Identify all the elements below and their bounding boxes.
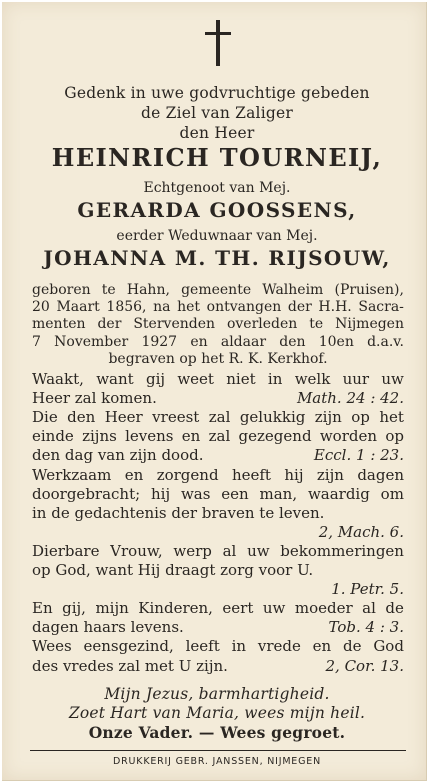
word: d.a.v. (367, 333, 404, 350)
word: worden (319, 427, 378, 446)
printer-credit: DRUKKERIJ GEBR. JANSSEN, NIJMEGEN (113, 756, 321, 767)
verse-line (32, 427, 404, 445)
word: En (32, 599, 53, 618)
word: den (67, 408, 96, 427)
word: de (343, 637, 362, 656)
verse-text: op God, want Hij draagt zorg voor U. (32, 561, 314, 579)
word: om (380, 484, 404, 503)
biography-line (32, 282, 404, 299)
verse-text: in de gedachtenis der braven te leven. (32, 503, 325, 522)
word: Die (32, 408, 58, 427)
word: hij (151, 484, 171, 503)
word: in (267, 370, 283, 388)
word: vreest (152, 408, 200, 427)
invocation-2: Zoet Hart van Maria, wees mijn heil. (68, 704, 366, 722)
word: Hahn, (126, 282, 170, 298)
word: in (231, 637, 247, 656)
word: ontvangen (206, 299, 282, 316)
dash: — (198, 723, 215, 742)
word: uw (381, 370, 404, 388)
word: heeft (231, 465, 271, 484)
header-line-3: den Heer (179, 124, 255, 142)
word: welk (294, 370, 331, 388)
word: Kinderen, (138, 599, 213, 618)
header-line-1: Gedenk in uwe godvruchtige gebeden (64, 84, 370, 102)
word: Stervenden (133, 316, 216, 333)
biography-line (32, 316, 404, 333)
word: 7 (32, 333, 41, 350)
word: te (309, 316, 324, 333)
word: Werkzaam (32, 465, 112, 484)
word: der (97, 316, 122, 333)
word: November (54, 333, 129, 350)
verse-line (32, 580, 404, 598)
word: God (373, 637, 404, 656)
verse-line (32, 599, 404, 617)
word: Sacra- (358, 299, 404, 316)
word: zorgend (156, 465, 219, 484)
word: het (379, 408, 404, 427)
word: einde (32, 427, 74, 446)
verse-reference: 2, Cor. 13. (325, 656, 404, 675)
biography-line: begraven op het R. K. Kerkhof. (108, 350, 328, 367)
prayers (2, 723, 430, 742)
word: 1856, (106, 299, 147, 316)
word: en (312, 637, 332, 656)
word: Vrouw, (110, 541, 163, 560)
biography (32, 282, 404, 368)
word: zijn (316, 465, 344, 484)
word: H.H. (318, 299, 352, 316)
verse-line (32, 542, 404, 560)
verse-text: den dag van zijn dood. (32, 446, 204, 465)
verse-reference: Eccl. 1 : 23. (313, 446, 404, 465)
word: gij, (62, 599, 86, 618)
verse-text: Heer zal komen. (32, 389, 157, 408)
word: zal (208, 408, 231, 427)
word: op (351, 408, 370, 427)
verse-line (32, 504, 404, 522)
word: gezegend (238, 427, 312, 446)
word: Waakt, (32, 370, 84, 388)
word: gij (145, 370, 166, 388)
verse-line (32, 618, 404, 636)
word: uw (262, 599, 286, 618)
word: hij (284, 465, 304, 484)
verse-reference: Math. 24 : 42. (296, 389, 404, 408)
word: moeder (294, 599, 353, 618)
word: overleden (226, 316, 298, 333)
verse-text: dagen haars levens. (32, 618, 184, 637)
word: doorgebracht; (32, 484, 141, 503)
word: de (385, 599, 404, 618)
biography-line (32, 334, 404, 351)
spouse-name: GERARDA GOOSSENS, (77, 198, 357, 222)
divider (30, 750, 406, 751)
word: al (362, 599, 376, 618)
word: dagen (357, 465, 404, 484)
verse-line (32, 523, 404, 541)
word: eensgezind, (83, 637, 174, 656)
word: niet (226, 370, 256, 388)
word: menten (32, 316, 86, 333)
word: den (279, 333, 306, 350)
word: was (180, 484, 211, 503)
word: leeft (185, 637, 220, 656)
verse-line (32, 446, 404, 464)
verse-text: des vredes zal met U zijn. (32, 656, 228, 675)
word: man, (259, 484, 298, 503)
word: op (385, 427, 404, 446)
word: mijn (95, 599, 129, 618)
word: Nijmegen (335, 316, 404, 333)
word: en (181, 427, 201, 446)
word: en (190, 333, 208, 350)
word: 1927 (141, 333, 178, 350)
word: (Pruisen), (334, 282, 404, 298)
verse-line (32, 370, 404, 388)
word: bekommeringen (280, 541, 404, 560)
deceased-name: HEINRICH TOURNEIJ, (51, 143, 383, 172)
spouse-intro: Echtgenoot van Mej. (143, 180, 291, 196)
word: weet (177, 370, 214, 388)
cross-icon (203, 20, 233, 66)
word: Walheim (262, 282, 324, 298)
verse-line (32, 466, 404, 484)
memorial-card (2, 2, 427, 781)
word: zal (208, 427, 231, 446)
word: Maart (56, 299, 100, 316)
word: der (287, 299, 312, 316)
word: Heer (104, 408, 143, 427)
word: te (101, 282, 116, 298)
verse-line (32, 657, 404, 675)
word: uur (342, 370, 370, 388)
verse-line (32, 389, 404, 407)
word: na (153, 299, 171, 316)
word: aldaar (220, 333, 267, 350)
word: werp (173, 541, 212, 560)
word: Wees (32, 637, 72, 656)
verse-reference: 2, Mach. 6. (318, 522, 404, 541)
header-line-2: de Ziel van Zaliger (141, 104, 293, 122)
biography-line (32, 299, 404, 316)
prayer-our-father: Onze Vader. (88, 723, 194, 742)
verse-reference: 1. Petr. 5. (331, 580, 404, 599)
word: 10en (318, 333, 354, 350)
word: 20 (32, 299, 50, 316)
invocation-1: Mijn Jezus, barmhartigheid. (104, 685, 330, 703)
verse-line (32, 408, 404, 426)
word: gelukkig (239, 408, 306, 427)
first-wife-name: JOHANNA M. TH. RIJSOUW, (43, 246, 391, 270)
widower-intro: eerder Weduwnaar van Mej. (116, 228, 318, 244)
verse-line (32, 485, 404, 503)
word: gemeente (181, 282, 252, 298)
prayer-hail-mary: Wees gegroet. (220, 723, 346, 742)
word: het (177, 299, 201, 316)
word: waardig (307, 484, 370, 503)
word: Dierbare (32, 541, 100, 560)
verse-reference: Tob. 4 : 3. (328, 618, 404, 637)
word: levens (125, 427, 174, 446)
word: zijns (82, 427, 117, 446)
word: geboren (32, 282, 91, 298)
word: een (221, 484, 249, 503)
word: en (124, 465, 144, 484)
word: want (96, 370, 134, 388)
word: al (222, 541, 237, 560)
word: zijn (314, 408, 342, 427)
word: uw (247, 541, 270, 560)
verse-line (32, 561, 404, 579)
word: vrede (257, 637, 301, 656)
verse-line (32, 637, 404, 655)
word: eert (222, 599, 254, 618)
